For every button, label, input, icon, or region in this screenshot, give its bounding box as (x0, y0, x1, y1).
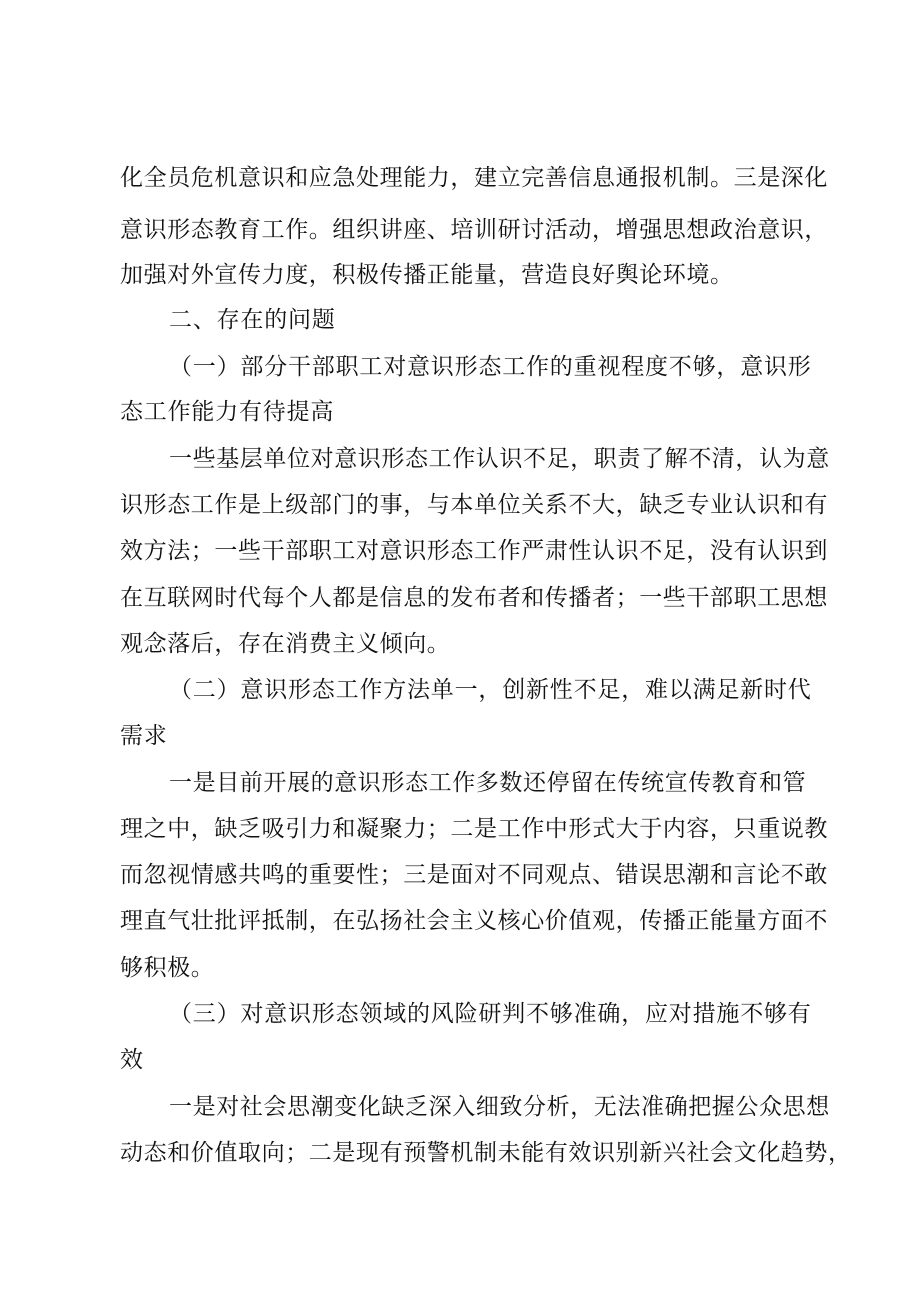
section-heading: 二、存在的问题 (169, 307, 336, 333)
paragraph-line: 识形态工作是上级部门的事，与本单位关系不大，缺乏专业认识和有 (120, 492, 828, 518)
paragraph-line: 效方法；一些干部职工对意识形态工作严肃性认识不足，没有认识到 (120, 538, 828, 564)
paragraph-line: 动态和价值取向；二是现有预警机制未能有效识别新兴社会文化趋势， (120, 1140, 852, 1166)
paragraph-line: 一是对社会思潮变化缺乏深入细致分析，无法准确把握公众思想 (169, 1094, 830, 1120)
paragraph-line: 观念落后，存在消费主义倾向。 (120, 631, 451, 657)
paragraph-line: 意识形态教育工作。组织讲座、培训研讨活动，增强思想政治意识， (120, 217, 828, 243)
subsection-heading-continuation: 需求 (120, 723, 168, 749)
paragraph-line: 化全员危机意识和应急处理能力，建立完善信息通报机制。三是深化 (120, 165, 828, 191)
paragraph-line: 而忽视情感共鸣的重要性；三是面对不同观点、错误思潮和言论不敢 (120, 862, 828, 888)
paragraph-line: 一是目前开展的意识形态工作多数还停留在传统宣传教育和管 (169, 770, 807, 796)
subsection-heading-continuation: 态工作能力有待提高 (120, 399, 335, 425)
subsection-heading: （一）部分干部职工对意识形态工作的重视程度不够，意识形 (169, 354, 812, 380)
subsection-heading: （三）对意识形态领域的风险研判不够准确，应对措施不够有 (169, 1001, 812, 1027)
paragraph-line: 理直气壮批评抵制，在弘扬社会主义核心价值观，传播正能量方面不 (120, 908, 828, 934)
paragraph-line: 够积极。 (120, 955, 215, 981)
subsection-heading-continuation: 效 (120, 1047, 144, 1073)
paragraph-line: 一些基层单位对意识形态工作认识不足，职责了解不清，认为意 (169, 446, 830, 472)
subsection-heading: （二）意识形态工作方法单一，创新性不足，难以满足新时代 (169, 677, 812, 703)
paragraph-line: 加强对外宣传力度，积极传播正能量，营造良好舆论环境。 (120, 262, 734, 288)
paragraph-line: 理之中，缺乏吸引力和凝聚力；二是工作中形式大于内容，只重说教 (120, 816, 828, 842)
paragraph-line: 在互联网时代每个人都是信息的发布者和传播者；一些干部职工思想 (120, 585, 828, 611)
